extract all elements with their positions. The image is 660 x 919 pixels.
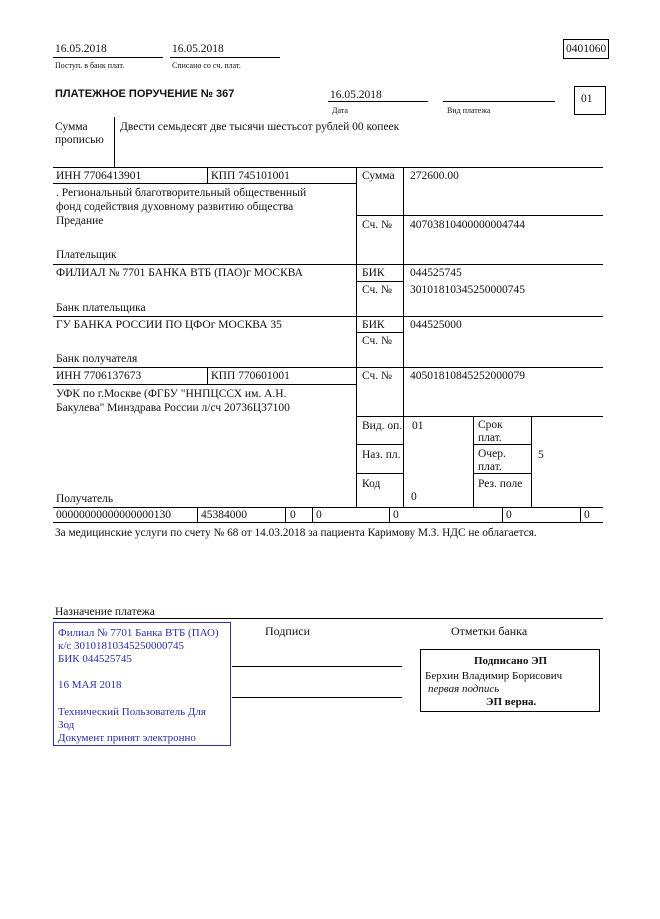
payer-name-line-1: . Региональный благотворительный общественный — [56, 187, 307, 199]
op-type-label: Вид. оп. — [362, 420, 403, 432]
payee-bank-label: Банк получателя — [56, 353, 138, 365]
payer-bank-bik-label: БИК — [362, 267, 385, 279]
signatures-label: Подписи — [265, 624, 311, 638]
ep-title: Подписано ЭП — [474, 655, 548, 667]
received-date-line — [53, 57, 163, 58]
payer-inn: ИНН 7706413901 — [56, 170, 142, 182]
tax-field-kbk: 00000000000000000130 — [56, 509, 171, 521]
payer-account: 40703810400000004744 — [410, 219, 525, 231]
payment-purpose: За медицинские услуги по счету № 68 от 14.03.2018 за пациента Каримову М.З. НДС не облагается. — [55, 527, 537, 539]
payment-type-line — [443, 101, 555, 102]
form-code: 0401060 — [566, 43, 607, 55]
op-type-value: 01 — [412, 420, 424, 432]
amount-words-label-1: Сумма — [55, 121, 88, 133]
row-line-payee-inn — [53, 367, 603, 368]
code-value: 0 — [411, 491, 417, 503]
order-value: 5 — [538, 449, 544, 461]
bank-stamp — [53, 622, 231, 746]
tax-field-doc-date: 0 — [506, 509, 512, 521]
payee-name-line-1: УФК по г.Москве (ФГБУ "ННПЦССХ им. А.Н. — [56, 388, 287, 400]
row-line-payer-bank — [53, 264, 603, 265]
payee-kpp: КПП 770601001 — [211, 370, 290, 382]
tax-field-period: 0 — [316, 509, 322, 521]
ep-role: первая подпись — [428, 683, 500, 695]
payer-bank-corr-account: 30101810345250000745 — [410, 284, 525, 296]
bank-stamp-footer-3: Документ принят электронно — [58, 732, 196, 744]
signature-line-2 — [232, 697, 402, 698]
payee-bank-name: ГУ БАНКА РОССИИ ПО ЦФОг МОСКВА 35 — [56, 319, 282, 331]
ep-signer: Берхин Владимир Борисович — [425, 670, 563, 682]
tax-col-line-2 — [285, 507, 286, 522]
bank-stamp-footer-2: 3од — [58, 719, 75, 731]
row-line-payee-bank-corr — [356, 332, 403, 333]
row-line-payee-inn-bottom — [53, 384, 356, 385]
payer-label: Плательщик — [56, 249, 117, 261]
payer-bank-name: ФИЛИАЛ № 7701 БАНКА ВТБ (ПАО)г МОСКВА — [56, 267, 303, 279]
row-line-code — [356, 473, 403, 474]
bank-stamp-line-1: Филиал № 7701 Банка ВТБ (ПАО) — [58, 627, 219, 639]
payee-bank-bik-label: БИК — [362, 319, 385, 331]
payee-inn: ИНН 7706137673 — [56, 370, 142, 382]
term-label-1: Срок — [478, 419, 503, 431]
tax-field-oktmo: 45384000 — [201, 509, 247, 521]
amount-words-divider — [114, 117, 115, 167]
payer-kpp: КПП 745101001 — [211, 170, 290, 182]
row-line-payer-account — [356, 215, 603, 216]
tax-col-line-4 — [389, 507, 390, 522]
tax-col-line-1 — [197, 507, 198, 522]
payer-name-line-3: Предание — [56, 215, 104, 227]
bank-stamp-line-3: БИК 044525745 — [58, 653, 132, 665]
status-code: 01 — [581, 93, 593, 105]
document-title: ПЛАТЕЖНОЕ ПОРУЧЕНИЕ № 367 — [55, 88, 235, 100]
amount-words-value: Двести семьдесят две тысячи шестьсот рублей 00 копеек — [120, 121, 400, 133]
bank-stamp-date: 16 МАЯ 2018 — [58, 679, 122, 691]
ep-verified: ЭП верна. — [486, 696, 537, 708]
signature-line-1 — [232, 666, 402, 667]
payee-account-label: Сч. № — [362, 370, 393, 382]
order-label-2: плат. — [478, 461, 502, 473]
amount-words-label-2: прописью — [55, 134, 104, 146]
payer-bank-corr-label: Сч. № — [362, 284, 393, 296]
document-date-line — [328, 101, 428, 102]
row-line-purpose-code — [356, 444, 403, 445]
tax-field-basis: 0 — [290, 509, 296, 521]
reserve-label: Рез. поле — [478, 478, 523, 490]
document-date-label: Дата — [332, 106, 348, 115]
term-label-2: плат. — [478, 432, 502, 444]
tax-field-doc-number: 0 — [393, 509, 399, 521]
payee-bank-bik: 044525000 — [410, 319, 462, 331]
tax-field-type: 0 — [584, 509, 590, 521]
payer-account-label: Сч. № — [362, 219, 393, 231]
payee-bank-corr-label: Сч. № — [362, 335, 393, 347]
payee-label: Получатель — [56, 493, 114, 505]
col-line-term-right — [531, 416, 532, 507]
bank-stamp-line-2: к/с 30101810345250000745 — [58, 640, 185, 652]
col-line-term-left — [473, 416, 474, 507]
tax-col-line-5 — [502, 507, 503, 522]
row-line-inn-bottom — [53, 183, 356, 184]
col-line-main-right — [403, 167, 404, 507]
payer-name-line-2: фонд содействия духовному развитию общества — [56, 201, 294, 213]
col-line-inn-kpp — [207, 167, 208, 183]
payer-bank-bik: 044525745 — [410, 267, 462, 279]
document-date: 16.05.2018 — [330, 89, 382, 101]
payment-purpose-label: Назначение платежа — [55, 606, 155, 618]
bank-stamp-footer-1: Технический Пользователь Для — [58, 706, 206, 718]
row-line-op-type — [356, 416, 603, 417]
amount-value: 272600.00 — [410, 170, 459, 182]
payee-account: 40501810845252000079 — [410, 370, 525, 382]
payer-bank-label: Банк плательщика — [56, 302, 146, 314]
row-line-payee-bank — [53, 316, 603, 317]
received-date-label: Поступ. в банк плат. — [55, 61, 125, 70]
code-label: Код — [362, 478, 381, 490]
debited-date: 16.05.2018 — [172, 43, 224, 55]
order-label-1: Очер. — [478, 448, 506, 460]
payment-type-label: Вид платежа — [447, 106, 491, 115]
col-line-main-left — [356, 167, 357, 507]
received-date: 16.05.2018 — [55, 43, 107, 55]
row-line-tax-bottom — [53, 522, 603, 523]
tax-col-line-6 — [580, 507, 581, 522]
bank-marks-label: Отметки банка — [451, 624, 528, 638]
debited-date-line — [170, 57, 280, 58]
col-line-payee-inn-kpp — [207, 367, 208, 384]
row-line-inn — [53, 167, 603, 168]
row-line-payer-bank-corr — [356, 281, 403, 282]
tax-col-line-3 — [312, 507, 313, 522]
payee-name-line-2: Бакулева" Минздрава России л/сч 20736Ц37100 — [56, 402, 290, 414]
amount-label: Сумма — [362, 170, 395, 182]
purpose-bottom-line — [53, 618, 603, 619]
purpose-code-label: Наз. пл. — [362, 449, 401, 461]
debited-date-label: Списано со сч. плат. — [172, 61, 241, 70]
